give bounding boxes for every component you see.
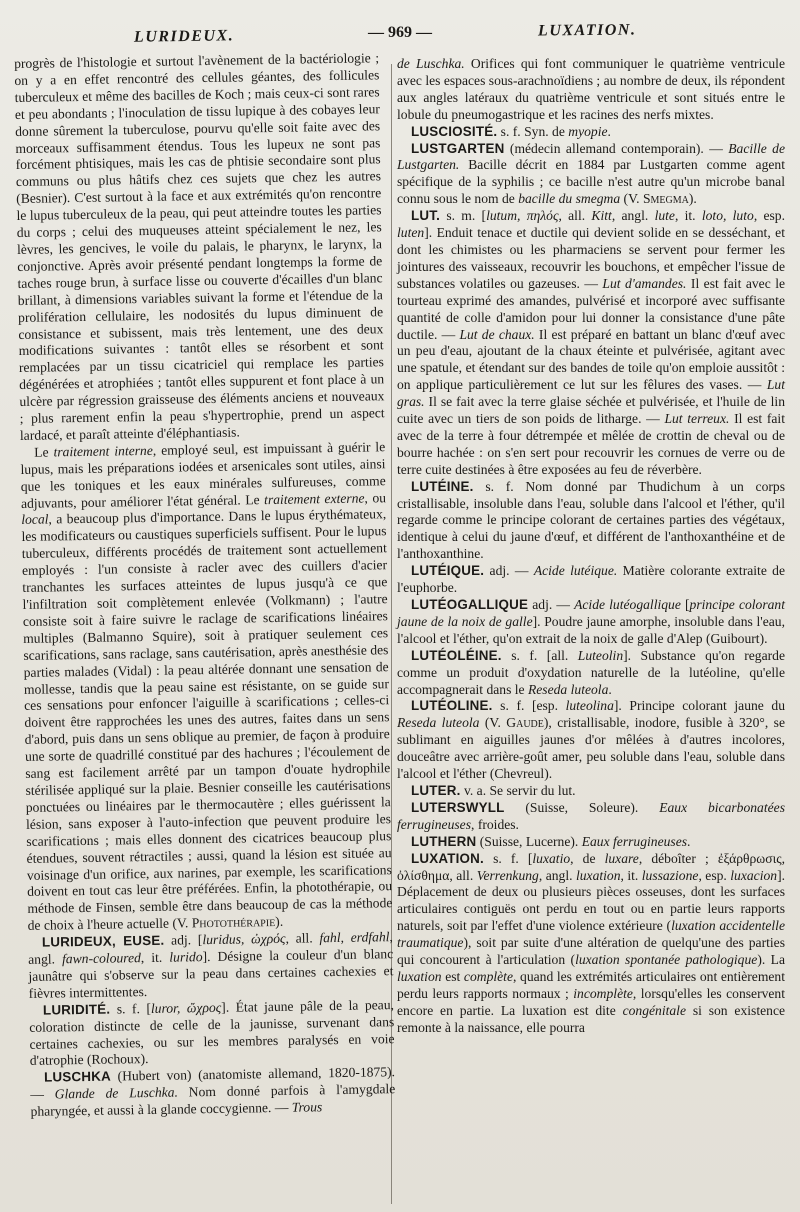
headword: LUTÉOGALLIQUE	[411, 597, 529, 612]
italic-term: lurido	[169, 949, 203, 965]
italic-term: loto, luto	[701, 208, 754, 224]
text-run: adj. [	[164, 932, 203, 948]
entry-luthern	[397, 834, 785, 851]
italic-term: luxation spontanée pathologique	[575, 952, 758, 968]
text-run: , froides.	[471, 816, 519, 832]
text-run: Il se fait avec la terre glaise séchée et pulvérisée, et l'huile de lin cuite avec un tiers de son poids de litharge. —	[397, 394, 785, 427]
cross-reference: Photothérapie	[191, 914, 276, 931]
text-run: ).	[275, 914, 284, 930]
text-run: ]. Enduit tenace et ductile qui devient solide en se desséchant, et dont les chimistes ou les pharmaciens se servent pour fermer les jointures des vaisseaux, recouvrir les bouchons, et empêcher l'issue de substances volatiles ou gazeuses. —	[397, 225, 785, 291]
headword: LUSCIOSITÉ.	[411, 123, 498, 139]
text-run: s. f. Nom donné par Thudichum à un corps cristallisable, insoluble dans l'eau, soluble dans l'alcool et l'éther, qu'il regarde comme le principe colorant de certaines parties des végétaux, identique à celui du jaune d'œuf, et différent de l'anthoxanthéine et de l'anthoxanthine.	[397, 478, 785, 562]
text-run: ]. Substance qu'on regarde comme un produit d'oxydation naturelle de la lutéoline, qu'elle accompagnerait dans le	[397, 647, 785, 697]
headword: LUTÉINE.	[411, 478, 474, 494]
text-run: , de	[570, 850, 605, 866]
text-run: , ou	[364, 489, 387, 506]
text-run: ).	[688, 191, 697, 207]
text-run: s. f. [all.	[501, 647, 578, 663]
text-run: .	[687, 833, 691, 849]
text-run: ]. État jaune pâle de la peau, coloration distincte de celle de la jaunisse, survenant dans certaines cachexies, ou sur les membres paralysés en voie d'atrophie (Rochoux).	[29, 996, 395, 1069]
text-run: , esp.	[698, 867, 731, 883]
italic-term: Lut gras.	[397, 377, 785, 410]
text-run: , angl.	[611, 208, 655, 224]
italic-term: local	[21, 511, 49, 528]
luschka-continuation	[397, 56, 785, 124]
entry-lusciosite	[397, 124, 785, 141]
text-run: s. f. [esp.	[492, 698, 566, 714]
text-run: s. m. [	[440, 208, 487, 224]
text-run: ), soit par suite d'une altération de quelqu'une des parties qui concourent à l'articulation (	[397, 935, 785, 968]
entry-luterswyll	[397, 800, 785, 834]
entry-luschka	[30, 1065, 396, 1121]
text-run: v. a. Se servir du lut.	[460, 782, 576, 798]
text-run: ). La	[757, 952, 785, 968]
italic-term: fawn-coloured	[61, 950, 141, 967]
text-run: , angl.	[28, 929, 393, 967]
text-run: [	[680, 597, 690, 612]
italic-term: luxare	[604, 850, 639, 866]
text-run: s. f. Syn. de	[497, 123, 569, 139]
entry-luteique	[397, 563, 785, 597]
right-column	[397, 56, 785, 1037]
italic-term: Eaux bicarbonatées ferrugineuses	[397, 799, 785, 832]
italic-term: congénitale	[622, 1002, 686, 1018]
text-run: .	[608, 681, 612, 697]
italic-term: Acide lutéique.	[533, 563, 618, 579]
text-run: ]. Déplacement de deux ou plusieurs pièces osseuses, dont les surfaces articulaires contiguës ont perdu en tout ou en partie leurs rapports naturels, soit par l'effet d'une violence extérieure (	[397, 867, 785, 934]
page-header	[12, 22, 786, 56]
italic-term: traitement interne	[53, 442, 153, 460]
italic-term: luten	[397, 225, 425, 241]
text-run: si son existence remonte à la naissance, elle pourra	[397, 1002, 786, 1035]
text-run: ), cristallisable, inodore, fusible à 320°, se sublimant en aiguilles jaunes d'or mêlées à d'autres incolores, douceâtre avec arrière-goût amer, peu soluble dans l'eau, soluble dans l'alcool et l'éther (Chevreul).	[397, 715, 785, 782]
text-run: adj. —	[528, 597, 575, 612]
headword: LUTHERN	[411, 833, 477, 849]
text-run: , déboîter ; ἐξάρθρωσις, ὀλίσθημα, all.	[397, 850, 786, 883]
text-run: .	[607, 123, 611, 139]
text-run: (Suisse, Lucerne).	[476, 833, 582, 849]
italic-term: Reseda luteola	[397, 715, 480, 731]
text-run: , quand les extrémités articulaires ont entièrement perdu leurs rapports normaux ;	[397, 968, 785, 1001]
text-run: Matière colorante extraite de l'euphorbe.	[397, 563, 786, 596]
text-run: Orifices qui font communiquer le quatrième ventricule avec les espaces sous-arachnoïdiens ; au nombre de deux, ils répondent aux angles latéraux du quatrième ventricule et sont situés entre le lobule du pneumogastrique et les racines des nerfs mixtes.	[397, 56, 785, 122]
cross-reference: Smegma	[642, 191, 689, 207]
italic-term: lussazione	[641, 867, 699, 883]
italic-term: bacille du smegma	[518, 191, 621, 207]
text-run: (Suisse, Soleure).	[504, 799, 660, 815]
entry-luteine	[397, 479, 785, 564]
text-run: , it.	[620, 867, 642, 883]
running-head-left: LURIDEUX.	[133, 27, 235, 46]
headword: LUTER.	[411, 782, 461, 798]
italic-term: myopie	[568, 123, 608, 139]
headword: LURIDEUX, EUSE.	[41, 932, 165, 950]
headword: LURIDITÉ.	[42, 1001, 111, 1018]
running-head-right: LUXATION.	[537, 21, 637, 40]
text-run: , a beaucoup plus d'importance. Dans le lupus érythémateux, les modificateurs ou caustiques superficiels suffisent. Pour le lupus tuberculeux, différents procédés de traitement sont actuellement employés : l'un consiste à racler avec des cuillers d'acier tranchantes les surfaces atteintes de lupus jusqu'à ce que l'infiltration soit complètement enlevée (Volkmann) ; l'autre consiste soit à faire suivre le raclage de scarifications linéaires multiples (Balmanno Squire), soit à pratiquer seulement ces scarifications, sans raclage, sans cautérisation, après anesthésie des parties malades (Vidal) : la peau altérée donnant une sensation de mollesse, tandis que la peau saine est résistante, on se guide sur ces sensations pour enfoncer l'aiguille à scarifications ; celles-ci doivent être rapprochées les unes des autres, faites dans un sens d'abord, puis dans un sens oblique au premier, de façon à produire une sorte de quadrillé constitué par des hachures ; l'écoulement de sang est facilement arrêté par un tampon d'ouate hydrophile stérilisée appliqué sur la plaie. Besnier conseille les cautérisations ponctuées ou linéaires par le thermocautère ; elles guérissent la lésion, sans exposer à l'auto-infection que peuvent produire les scarifications ; mais elles donnent des cicatrices beaucoup plus étendues, souvent rétractiles ; aussi, quand la lésion est située au voisinage d'un orifice, aux narines, par exemple, les scarifications doivent en tout cas leur être préférées. Enfin, la photothérapie, ou méthode de Finsen, semble être dans beaucoup de cas la méthode de choix à l'heure actuelle (V.	[21, 506, 393, 934]
text-run: ]. Désigne la couleur d'un blanc jaunâtre qui s'observe sur la peau dans certaines cachexies et fièvres intermittentes.	[28, 946, 394, 1001]
text-run: (médecin allemand contemporain). —	[504, 140, 729, 156]
italic-term: Luteolin	[577, 647, 624, 663]
text-run: , angl.	[538, 867, 576, 883]
italic-term: Glande de Luschka.	[54, 1084, 179, 1102]
italic-term: lute	[654, 208, 675, 224]
headword: LUSCHKA	[43, 1068, 112, 1086]
text-run: Il est préparé en battant un blanc d'œuf avec un peu d'eau, ajoutant de la chaux éteinte et pulvérisée, agitant avec une spatule, et étendant sur des bandes de toile qu'on emploie aussitôt : on applique particulièrement ce lut sur les fêlures des vases. —	[397, 326, 785, 393]
italic-term: Eaux ferrugineuses	[581, 833, 688, 849]
italic-term: luxation	[397, 968, 442, 984]
italic-term: Trous	[291, 1099, 323, 1115]
italic-term: Acide lutéogallique	[574, 597, 681, 612]
italic-term: luxatio	[532, 850, 571, 866]
text-columns	[12, 50, 786, 1212]
headword: LUTERSWYLL	[411, 799, 505, 815]
italic-term: luxacion	[730, 867, 778, 883]
text-run: , it.	[674, 208, 702, 224]
italic-term: luror, ὤχρος	[150, 999, 222, 1016]
text-run: s. f. [	[110, 1000, 152, 1017]
entry-luteoleine	[397, 648, 785, 699]
entry-luridite	[29, 997, 395, 1070]
text-run: (V.	[479, 715, 507, 731]
entry-lurideux	[28, 929, 394, 1002]
italic-term: luteolina	[565, 698, 614, 714]
entry-luteoline	[397, 698, 785, 783]
text-run: est	[441, 968, 464, 984]
text-run: Il est fait avec le tourteau exprimé des amandes, pulvérisé et incorporé avec suffisante quantité de colle d'amidon pour lui donner la consistance d'une pâte ductile. —	[397, 275, 785, 342]
text-run: , employé seul, est impuissant à guérir le lupus, mais les préparations iodées et arsenicales sont utiles, ainsi que les toniques et les eaux minérales sulfureuses, comme adjuvants, pour améliorer l'état général. Le	[20, 439, 386, 511]
italic-term: Reseda luteola	[527, 681, 609, 697]
text-run: adj. —	[484, 563, 534, 579]
entry-luter	[397, 783, 785, 800]
headword: LUTÉIQUE.	[411, 563, 485, 579]
left-column	[14, 50, 396, 1121]
text-run: Il est fait avec de la terre à four détrempée et mêlée de crottin de cheval ou de bourre hachée : on s'en sert pour recouvrir les cornues de verre ou de terre cuite destinées à être exposées au feu de réverbère.	[397, 411, 785, 477]
text-run: , all.	[285, 930, 320, 946]
italic-term: Lut d'amandes.	[602, 275, 687, 291]
text-run: ]. Poudre jaune amorphe, insoluble dans l'eau, l'alcool et l'éther, qu'on extrait de la noix de galle d'Alep (Guibourt).	[397, 613, 785, 646]
entry-luxation	[397, 851, 785, 1037]
text-run: Bacille décrit en 1884 par Lustgarten comme agent spécifique de la syphilis ; ce bacille n'est autre qu'un microbe banal connu sous le nom de	[397, 157, 785, 207]
italic-term: luxation accidentelle traumatique	[397, 918, 785, 951]
headword: LUXATION.	[411, 850, 484, 866]
text-run: ]. Principe colorant jaune du	[613, 698, 785, 714]
entry-lustgarten	[397, 141, 785, 209]
italic-term: Lut de chaux.	[459, 326, 535, 342]
text-run: , lorsqu'elles les conservent encore en partie. La luxation est dite	[397, 985, 786, 1018]
italic-term: Bacille de Lustgarten.	[397, 140, 785, 173]
italic-term: complète	[463, 968, 513, 984]
text-run: , all.	[558, 208, 592, 224]
headword: LUSTGARTEN	[411, 140, 505, 156]
text-run: (Hubert von) (anatomiste allemand, 1820-1875). —	[30, 1064, 396, 1103]
italic-term: Lut terreux.	[664, 411, 730, 427]
paragraph-text: progrès de l'histologie et surtout l'avènement de la bactériologie ; on y a en effet rencontré des cellules géantes, des follicules tuberculeux et même des bacilles de Koch ; mais ceux-ci sont rares et peu abondants ; l'inoculation de tissu lupique à des cobayes leur donne sûrement la tuberculose, pourvu qu'elle soit faite avec des morceaux suffisamment étendus. Tous les lupeux ne sont pas forcément phtisiques, mais les cas de phtisie secondaire sont plus communs ou plus hâtifs chez ces sujets que chez les autres (Besnier). C'est surtout à la face et aux extrémités qu'on rencontre le lupus tuberculeux de la peau, qui peut atteindre toutes les parties du corps ; celui des muqueuses atteint spécialement le nez, les lèvres, les gencives, le voile du palais, le pharynx, le larynx, la conjonctive. Après avoir présenté pendant longtemps la forme de taches rouge brun, à surface lisse ou couverte d'écailles d'un blanc brillant, à dimensions variables suivant la forme et l'étendue de la prolifération cellulaire, les nodosités du lupus diminuent de consistance et subissent, mais très lentement, une des deux modifications suivantes : tantôt elles se résorbent et sont remplacées par un tissu cicatriciel qui remplace les parties dégénérées et atrophiées ; tantôt elles suppurent et font place à un ulcère par régression graisseuse des éléments anciens et nouveaux ; plus rarement enfin la peau s'hypertrophie, prend un aspect lardacé, et paraît atteinte d'éléphantiasis.	[14, 50, 385, 443]
italic-term: luridus, ὠχρός	[202, 930, 286, 948]
lupus-continuation-paragraph	[14, 50, 385, 445]
italic-term: traitement externe	[263, 490, 365, 507]
entry-lut	[397, 208, 785, 479]
text-run: Nom donné parfois à l'amygdale pharyngée, et aussi à la glande coccygienne. —	[30, 1081, 396, 1120]
headword: LUTÉOLÉINE.	[411, 647, 502, 663]
page-number: — 969 —	[368, 24, 432, 41]
text-run: , it.	[140, 949, 170, 966]
italic-term: luxation	[575, 867, 621, 883]
italic-term: Verrenkung	[476, 867, 539, 883]
entry-luteogallique	[397, 597, 785, 648]
italic-term: principe colorant jaune de la noix de galle	[397, 597, 786, 629]
text-run: (V.	[620, 191, 643, 207]
italic-term: lutum, πηλός	[486, 208, 559, 224]
italic-term: fahl, erdfahl	[319, 929, 390, 946]
italic-term: Kitt	[591, 208, 612, 224]
text-run: Le	[34, 444, 54, 460]
cross-reference: Gaude	[506, 715, 544, 731]
italic-term: incomplète	[573, 985, 633, 1001]
text-run: , esp.	[753, 208, 785, 224]
italic-term: de Luschka.	[397, 56, 465, 71]
headword: LUTÉOLINE.	[411, 698, 493, 714]
lupus-treatment-paragraph	[20, 439, 393, 935]
text-run: s. f. [	[483, 850, 533, 866]
headword: LUT.	[411, 208, 441, 224]
